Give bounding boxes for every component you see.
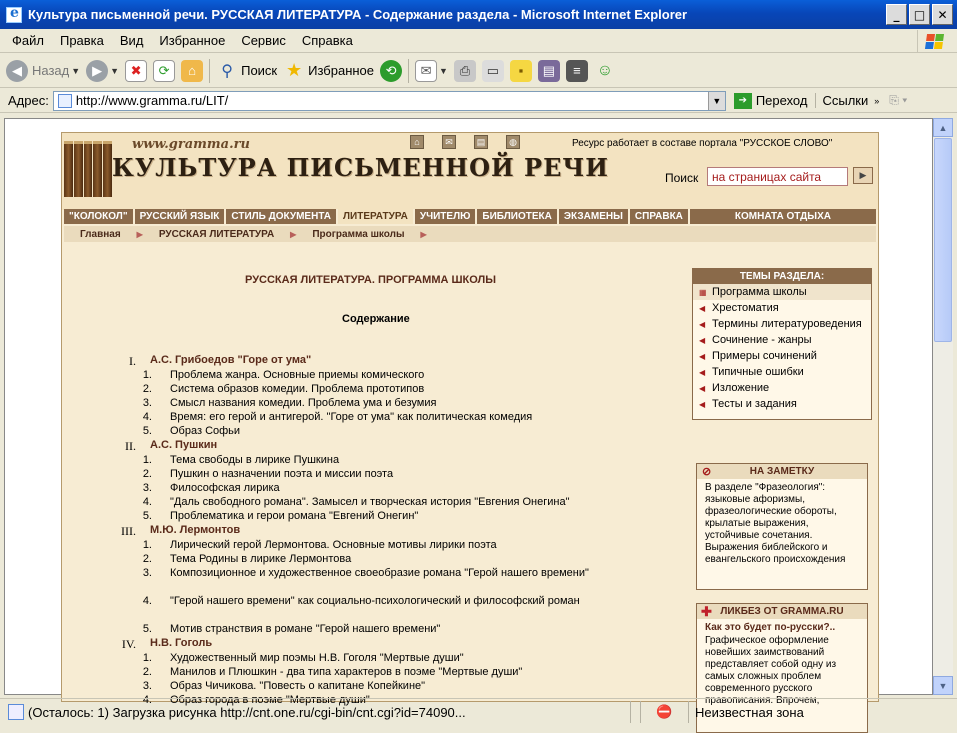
go-label: Переход [755, 93, 808, 108]
toolbar [0, 54, 957, 88]
address-label: Адрес: [8, 93, 49, 108]
menu-edit[interactable]: Правка [59, 33, 104, 48]
close-button[interactable]: ✕ [932, 4, 953, 25]
breadcrumb-arrow-icon: ▶ [136, 229, 143, 239]
arrow-bullet-icon: ◀ [699, 303, 706, 313]
magnifier-icon: ⚲ [221, 62, 233, 80]
menu-bar [0, 29, 957, 53]
mail-site-icon[interactable]: ✉ [442, 135, 456, 149]
topic-item-essay-genres[interactable]: ◀ Сочинение - жанры [699, 334, 812, 346]
grid-bullet-icon: ▦ [699, 287, 707, 297]
refresh-button[interactable] [150, 57, 178, 85]
nav-russian[interactable]: РУССКИЙ ЯЗЫК [135, 209, 227, 224]
security-zone[interactable] [688, 701, 950, 723]
window-title: Культура письменной речи. РУССКАЯ ЛИТЕРАТУРА - Содержание раздела - Microsoft Internet Explorer [28, 7, 688, 22]
minimize-button[interactable]: _ [886, 4, 907, 25]
privacy-icon[interactable]: ⛔ [640, 701, 688, 723]
breadcrumb-program[interactable]: Программа школы [312, 228, 405, 240]
address-bar [0, 89, 957, 113]
section-number: II. [125, 439, 136, 453]
note-title: НА ЗАМЕТКУ [749, 466, 815, 477]
stop-icon: ✖ [125, 60, 147, 82]
mail-button[interactable] [412, 57, 451, 85]
menu-view[interactable]: Вид [119, 33, 144, 48]
nav-library[interactable]: БИБЛИОТЕКА [477, 209, 558, 224]
nav-reference[interactable]: СПРАВКА [630, 209, 690, 224]
list-item[interactable]: 4. Время: его герой и антигерой. "Горе от ума" как политическая комедия [142, 411, 533, 423]
page-viewport [4, 118, 933, 706]
window-title-bar [0, 0, 957, 29]
portal-note[interactable]: Ресурс работает в составе портала "РУССКОЕ СЛОВО" [572, 138, 833, 149]
books-logo-icon [64, 141, 112, 197]
plus-icon: ✚ [701, 604, 712, 619]
tool-icon: ≡ [566, 60, 588, 82]
links-button[interactable]: Ссылки [815, 93, 868, 108]
page-icon [58, 94, 72, 108]
site-page [61, 132, 879, 706]
scroll-thumb[interactable] [934, 138, 952, 342]
extra-tool-icon[interactable]: ⎘ ▾ [889, 93, 908, 107]
address-dropdown-icon[interactable]: ▼ [708, 92, 725, 110]
search-button[interactable] [213, 57, 280, 85]
nav-kolokol[interactable]: "КОЛОКОЛ" [64, 209, 135, 224]
page-loading-icon [8, 704, 24, 720]
ie-app-icon[interactable] [6, 7, 22, 23]
arrow-bullet-icon: ◀ [699, 319, 706, 329]
home-button[interactable] [178, 57, 206, 85]
list-item[interactable]: 2. Пушкин о назначении поэта и миссии поэта [142, 468, 394, 480]
search-label: Поиск [241, 63, 278, 78]
status-text: (Осталось: 1) Загрузка рисунка http://cnt.one.ru/cgi-bin/cnt.cgi?id=74090... [28, 704, 466, 720]
site-title: КУЛЬТУРА ПИСЬМЕННОЙ РЕЧИ [112, 153, 609, 182]
site-search-label: Поиск [665, 171, 699, 185]
topic-item-summary[interactable]: ◀ Изложение [699, 382, 770, 394]
discuss-button[interactable] [507, 57, 535, 85]
scroll-down-icon[interactable]: ▼ [933, 676, 953, 695]
back-dropdown-icon[interactable]: ▼ [71, 65, 81, 76]
messenger-button[interactable] [591, 57, 619, 85]
likbez-header [697, 604, 867, 619]
forward-button[interactable] [83, 57, 122, 85]
paperclip-icon: ⊘ [702, 466, 712, 478]
list-item[interactable]: 2. Система образов комедии. Проблема прототипов [142, 383, 425, 395]
site-search-input[interactable]: на страницах сайта [707, 167, 848, 186]
note-icon: ▪ [510, 60, 532, 82]
tool-button[interactable] [563, 57, 591, 85]
likbez-title: ЛИКБЕЗ ОТ GRAMMA.RU [720, 606, 844, 617]
nav-style[interactable]: СТИЛЬ ДОКУМЕНТА [226, 209, 338, 224]
scroll-up-icon[interactable]: ▲ [933, 118, 953, 137]
list-item[interactable]: 1. Художественный мир поэмы Н.В. Гоголя "Мертвые души" [142, 652, 464, 664]
site-nav [64, 209, 876, 224]
list-item[interactable]: 1. Проблема жанра. Основные приемы комического [142, 369, 425, 381]
research-icon: ▤ [538, 60, 560, 82]
note-header [697, 464, 867, 479]
likbez-text: Графическое оформление новейших заимствований представляет собой одну из самых сложных проблем современного русского правописания. Впрочем, [705, 635, 837, 706]
breadcrumb-literature[interactable]: РУССКАЯ ЛИТЕРАТУРА [158, 228, 275, 240]
nav-teacher[interactable]: УЧИТЕЛЮ [415, 209, 478, 224]
address-input[interactable] [53, 91, 726, 111]
topic-item-essay-examples[interactable]: ◀ Примеры сочинений [699, 350, 817, 362]
list-item[interactable]: 2. Манилов и Плюшкин - два типа характеров в поэме "Мертвые души" [142, 666, 523, 678]
topic-item-program[interactable]: ▦ Программа школы [693, 284, 871, 300]
arrow-bullet-icon: ◀ [699, 383, 706, 393]
maximize-button[interactable]: □ [909, 4, 930, 25]
list-item[interactable]: 2. Тема Родины в лирике Лермонтова [142, 553, 352, 565]
section-author[interactable]: Н.В. Гоголь [150, 637, 213, 649]
topics-title: ТЕМЫ РАЗДЕЛА: [693, 269, 871, 284]
mail-icon: ✉ [415, 60, 437, 82]
page-title: РУССКАЯ ЛИТЕРАТУРА. ПРОГРАММА ШКОЛЫ [245, 274, 497, 286]
vertical-scrollbar[interactable] [933, 118, 953, 695]
breadcrumb-arrow-icon: ▶ [290, 229, 297, 239]
note-box [696, 463, 868, 590]
windows-logo-icon [917, 30, 951, 52]
list-item[interactable]: 3. Образ Чичикова. "Повесть о капитане Копейкине" [142, 680, 426, 692]
back-arrow-icon: ◀ [6, 60, 28, 82]
forward-dropdown-icon[interactable]: ▼ [110, 65, 120, 76]
site-header [62, 133, 878, 210]
go-arrow-icon: ➔ [734, 93, 752, 109]
main-content [62, 244, 692, 706]
status-main [0, 704, 630, 720]
refresh-icon: ⟳ [153, 60, 175, 82]
print-button[interactable] [451, 57, 479, 85]
contents-heading: Содержание [342, 313, 410, 325]
history-icon: ⟲ [380, 60, 402, 82]
list-item[interactable]: 4. Образ города в поэме "Мертвые души" [142, 694, 370, 706]
breadcrumb [64, 226, 876, 242]
nav-lounge[interactable]: КОМНАТА ОТДЫХА [734, 211, 831, 222]
topic-item-tests[interactable]: ◀ Тесты и задания [699, 398, 797, 410]
note-text[interactable]: В разделе "Фразеология": языковые афоризмы, фразеологические обороты, крылатые выражения, устойчивые сочетания. Выражения библейского и евангельского происхождения [705, 482, 846, 565]
history-button[interactable] [377, 57, 405, 85]
breadcrumb-arrow-icon: ▶ [420, 229, 427, 239]
back-label: Назад [32, 63, 70, 78]
section-number: IV. [121, 637, 136, 651]
zone-text: Неизвестная зона [695, 704, 804, 720]
home-icon: ⌂ [181, 60, 203, 82]
research-button[interactable] [535, 57, 563, 85]
list-item[interactable]: 5. Проблематика и герои романа "Евгений Онегин" [142, 510, 419, 522]
breadcrumb-home[interactable]: Главная [80, 228, 121, 240]
topic-item-mistakes[interactable]: ◀ Типичные ошибки [699, 366, 804, 378]
list-item[interactable]: 1. Лирический герой Лермонтова. Основные мотивы лирики поэта [142, 539, 497, 551]
list-item[interactable]: 4. "Герой нашего времени" как социально-психологический и философский роман [142, 595, 580, 607]
likbez-question[interactable]: Как это будет по-русски?.. [705, 622, 836, 633]
favorites-label: Избранное [308, 63, 375, 78]
menu-tools[interactable]: Сервис [241, 33, 286, 48]
list-item[interactable]: 5. Мотив странствия в романе "Герой нашего времени" [142, 623, 441, 635]
sitemap-icon[interactable]: ▤ [474, 135, 488, 149]
section-number: III. [121, 524, 136, 538]
home-page-icon[interactable]: ⌂ [410, 135, 424, 149]
site-search-go-icon[interactable]: ▶ [853, 167, 873, 184]
section-author[interactable]: А.С. Пушкин [150, 439, 218, 451]
list-item[interactable]: 1. Тема свободы в лирике Пушкина [142, 454, 340, 466]
topic-item-terms[interactable]: ◀ Термины литературоведения [699, 318, 862, 330]
arrow-bullet-icon: ◀ [699, 399, 706, 409]
list-item[interactable]: 3. Композиционное и художественное своеобразие романа "Герой нашего времени" [142, 567, 589, 579]
topics-box [692, 268, 872, 420]
list-item[interactable]: 3. Смысл названия комедии. Проблема ума и безумия [142, 397, 437, 409]
back-button[interactable] [0, 57, 83, 85]
section-number: I. [129, 354, 136, 368]
menu-favorites[interactable]: Избранное [159, 33, 226, 48]
list-item[interactable]: 3. Философская лирика [142, 482, 280, 494]
list-item[interactable]: 4. "Даль свободного романа". Замысел и творческая история "Евгения Онегина" [142, 496, 570, 508]
section-author[interactable]: М.Ю. Лермонтов [150, 524, 241, 536]
address-url[interactable]: http://www.gramma.ru/LIT/ [75, 93, 229, 108]
nav-literature[interactable]: ЛИТЕРАТУРА [338, 209, 415, 224]
star-icon: ★ [286, 60, 303, 80]
nav-exams[interactable]: ЭКЗАМЕНЫ [559, 209, 630, 224]
edit-icon: ▭ [482, 60, 504, 82]
list-item[interactable]: 5. Образ Софьи [142, 425, 241, 437]
messenger-icon: ☺ [596, 61, 614, 79]
topic-item-reader[interactable]: ◀ Хрестоматия [699, 302, 779, 314]
menu-file[interactable]: Файл [12, 33, 44, 48]
header-icons [410, 135, 520, 149]
favorites-button[interactable] [280, 57, 377, 85]
stop-button[interactable] [122, 57, 150, 85]
globe-icon[interactable]: ◍ [506, 135, 520, 149]
edit-button[interactable] [479, 57, 507, 85]
mail-dropdown-icon[interactable]: ▼ [439, 65, 448, 76]
forward-arrow-icon: ▶ [86, 60, 108, 82]
links-chevron-icon[interactable]: » [874, 95, 880, 106]
section-author[interactable]: А.С. Грибоедов "Горе от ума" [150, 354, 312, 366]
site-url-brand[interactable]: www.gramma.ru [132, 137, 250, 152]
arrow-bullet-icon: ◀ [699, 335, 706, 345]
printer-icon: ⎙ [454, 60, 476, 82]
arrow-bullet-icon: ◀ [699, 351, 706, 361]
go-button[interactable] [734, 93, 808, 109]
arrow-bullet-icon: ◀ [699, 367, 706, 377]
status-bar [0, 698, 957, 725]
menu-help[interactable]: Справка [301, 33, 353, 48]
